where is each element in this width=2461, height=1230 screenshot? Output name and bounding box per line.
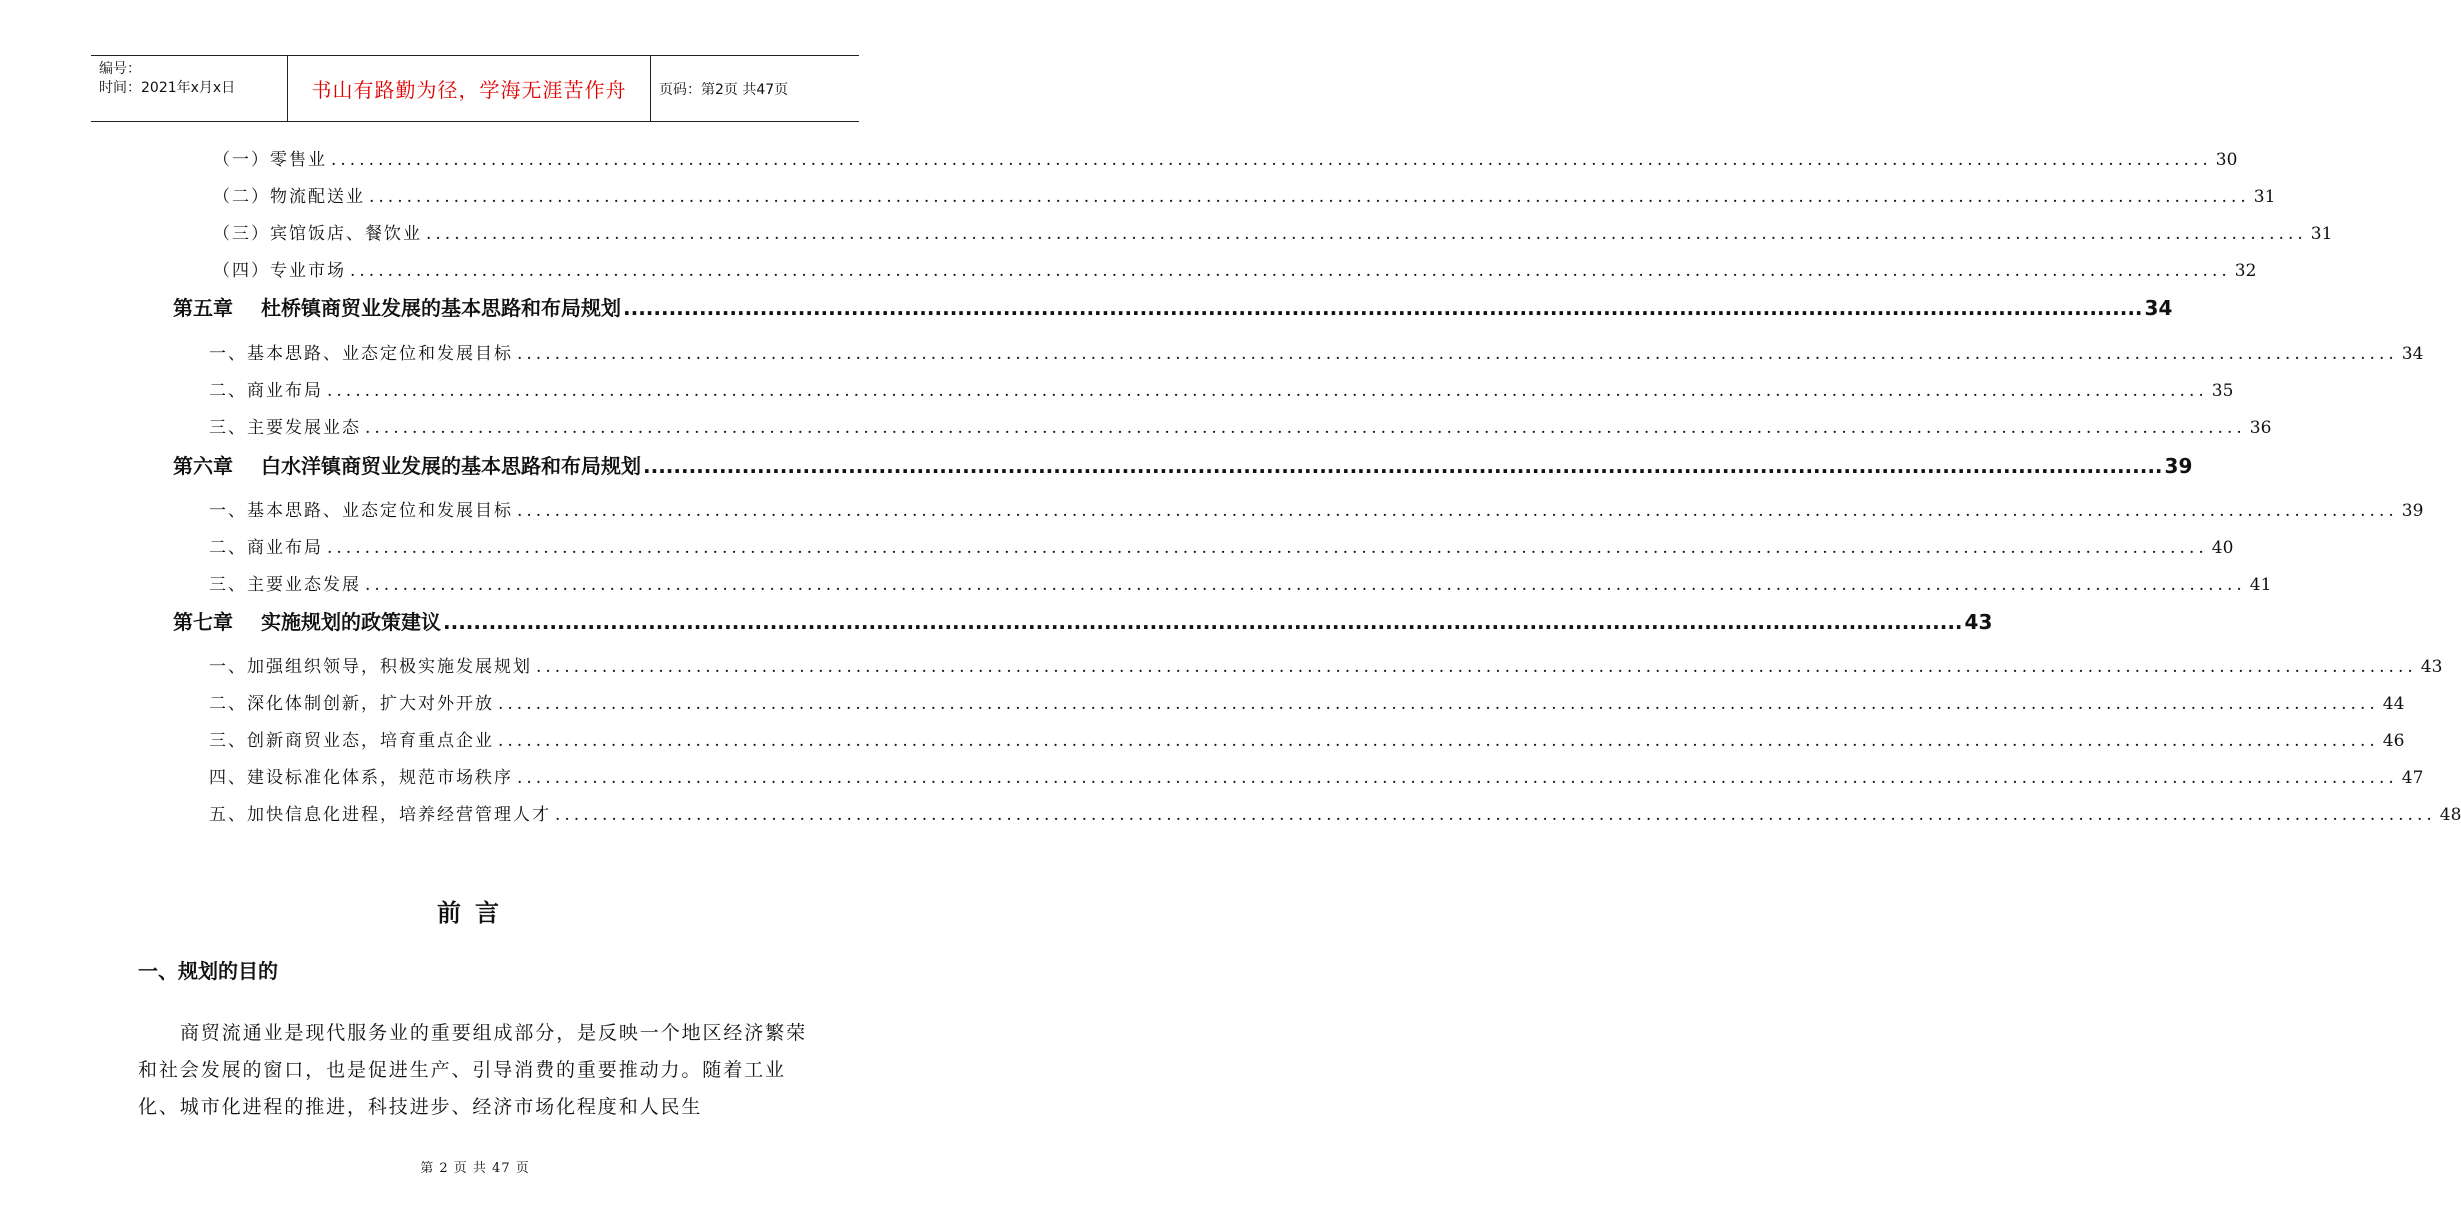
toc-page-number: 47 [2401,768,2424,788]
header-motto: 书山有路勤为径，学海无涯苦作舟 [287,56,651,121]
header-meta [91,56,287,121]
toc-entry[interactable] [209,689,2405,714]
toc-entry[interactable] [209,763,2424,788]
toc-entry[interactable] [209,339,2424,364]
toc-entry[interactable] [209,496,2424,521]
toc-page-number: 41 [2249,575,2272,595]
toc-entry-title: 一、加强组织领导，积极实施发展规划 [209,657,532,677]
toc-entry[interactable] [209,413,2272,438]
toc-page-number: 32 [2234,261,2257,281]
toc-page-number: 34 [2401,344,2424,364]
toc-entry-title: 四、建设标准化体系，规范市场秩序 [209,768,513,788]
toc-entry-title: （一）零售业 [213,150,327,170]
toc-entry-title: 白水洋镇商贸业发展的基本思路和布局规划 [261,454,641,478]
toc-chapter-number: 第五章 [173,296,233,320]
toc-page-number: 40 [2211,538,2234,558]
toc-chapter-entry[interactable] [173,450,2193,479]
toc-page-number: 43 [2420,657,2443,677]
toc-dot-leader: ........................................................................................................................................................................................................ [331,150,2212,170]
toc-chapter-entry[interactable] [173,292,2173,321]
toc-page-number: 44 [2382,694,2405,714]
preface-title: 前言 [437,899,513,927]
toc-entry[interactable] [209,570,2272,595]
toc-dot-leader: ........................................................................................................................................................................................................ [517,344,2398,364]
toc-dot-leader: ........................................................................................................................................................................................................ [327,538,2208,558]
toc-page-number: 31 [2253,187,2276,207]
toc-entry-title: 五、加快信息化进程，培养经营管理人才 [209,805,551,825]
toc-entry-title: 一、基本思路、业态定位和发展目标 [209,501,513,521]
toc-entry[interactable] [209,533,2234,558]
toc-entry-title: 二、商业布局 [209,538,323,558]
toc-dot-leader: ........................................................................................................................................................................................................ [517,501,2398,521]
toc-page-number: 46 [2382,731,2405,751]
toc-dot-leader: ........................................................................................................................................................................................................ [426,224,2307,244]
toc-entry-title: 杜桥镇商贸业发展的基本思路和布局规划 [261,296,621,320]
toc-dot-leader: ........................................................................................................................................................................................................ [365,575,2246,595]
toc-entry-title: 二、深化体制创新，扩大对外开放 [209,694,494,714]
toc-page-number: 31 [2310,224,2333,244]
page-header [91,55,859,122]
toc-entry-title: 一、基本思路、业态定位和发展目标 [209,344,513,364]
toc-dot-leader: ........................................................................................................................................................................................................ [517,768,2398,788]
toc-entry[interactable] [213,219,2333,244]
toc-entry-title: （二）物流配送业 [213,187,365,207]
toc-page-number: 39 [2401,501,2424,521]
toc-entry-title: （三）宾馆饭店、餐饮业 [213,224,422,244]
toc-page-number: 43 [1964,610,1993,634]
toc-dot-leader: ........................................................................................................................................................................................................ [498,694,2379,714]
toc-entry-title: （四）专业市场 [213,261,346,281]
toc-chapter-number: 第七章 [173,610,233,634]
toc-entry[interactable] [213,182,2276,207]
header-page-info: 页码：第2页 共47页 [659,81,789,98]
toc-dot-leader: ........................................................................................................................................................................................................ [643,454,2163,478]
toc-entry-title: 二、商业布局 [209,381,323,401]
toc-entry-title: 三、主要发展业态 [209,418,361,438]
toc-page-number: 34 [2144,296,2173,320]
toc-page-number: 48 [2439,805,2461,825]
toc-dot-leader: ........................................................................................................................................................................................................ [369,187,2250,207]
toc-entry[interactable] [209,800,2461,825]
toc-dot-leader: ........................................................................................................................................................................................................ [350,261,2231,281]
section-heading: 一、规划的目的 [138,959,278,983]
toc-page-number: 30 [2215,150,2238,170]
toc-dot-leader: ........................................................................................................................................................................................................ [327,381,2208,401]
page-footer: 第 2 页 共 47 页 [420,1161,530,1176]
toc-entry[interactable] [213,256,2257,281]
toc-entry[interactable] [209,652,2443,677]
toc-dot-leader: ........................................................................................................................................................................................................ [536,657,2417,677]
toc-dot-leader: ........................................................................................................................................................................................................ [555,805,2436,825]
toc-dot-leader: ........................................................................................................................................................................................................ [365,418,2246,438]
body-paragraph: 商贸流通业是现代服务业的重要组成部分，是反映一个地区经济繁荣和社会发展的窗口，也是促进生产、引导消费的重要推动力。随着工业化、城市化进程的推进，科技进步、经济市场化程度和人民生 [138,1022,808,1118]
toc-chapter-number: 第六章 [173,454,233,478]
toc-entry[interactable] [213,145,2238,170]
toc-entry[interactable] [209,726,2405,751]
doc-time-label: 时间：2021年x月x日 [99,80,236,96]
toc-dot-leader: ........................................................................................................................................................................................................ [498,731,2379,751]
toc-page-number: 35 [2211,381,2234,401]
toc-page-number: 39 [2164,454,2193,478]
toc-entry-title: 实施规划的政策建议 [261,610,441,634]
toc-entry[interactable] [209,376,2234,401]
toc-page-number: 36 [2249,418,2272,438]
toc-dot-leader: ........................................................................................................................................................................................................ [623,296,2143,320]
toc-dot-leader: ........................................................................................................................................................................................................ [443,610,1963,634]
toc-chapter-entry[interactable] [173,606,1993,635]
doc-code-label: 编号： [99,61,141,77]
toc-entry-title: 三、主要业态发展 [209,575,361,595]
toc-entry-title: 三、创新商贸业态，培育重点企业 [209,731,494,751]
